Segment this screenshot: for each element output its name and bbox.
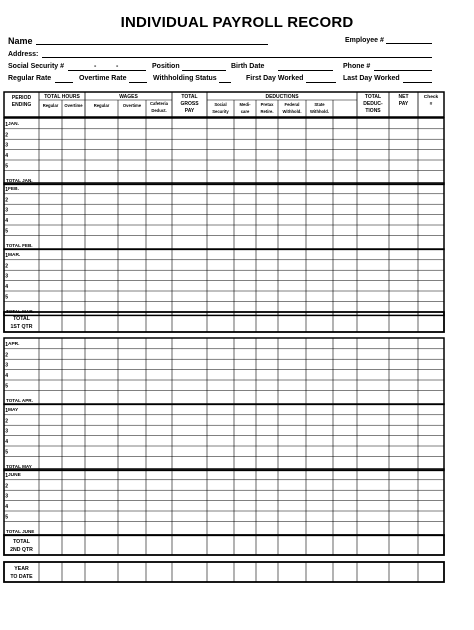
row-number: 3 (5, 142, 8, 149)
position-label: Position (152, 63, 180, 70)
header-deduc: DEDUC- (363, 101, 383, 107)
row-number: 2 (5, 132, 8, 139)
birth-date-label: Birth Date (231, 63, 265, 70)
name-label: Name (8, 36, 33, 46)
header-total-deductions: TOTAL (364, 94, 382, 100)
header-ending: ENDING (11, 102, 32, 108)
summary-line-2: 1ST QTR (10, 324, 33, 330)
month-total-label: TOTAL APR. (6, 398, 33, 404)
summary-line-2: 2ND QTR (10, 547, 33, 553)
summary-line-2: TO DATE (10, 574, 33, 580)
header-check-number: # (429, 102, 433, 107)
row-number: 5 (5, 514, 8, 521)
row-number: 5 (5, 449, 8, 456)
regular-rate-label: Regular Rate (8, 75, 52, 82)
header-deductions: DEDUCTIONS (265, 94, 299, 100)
header-state-withhold: Withhold. (309, 109, 330, 114)
header-regular-hours: Regular (42, 103, 59, 108)
header-overtime-wages: Overtime (122, 103, 142, 108)
row-number: 4 (5, 218, 8, 225)
employee-label: Employee # (345, 37, 384, 44)
summary-line-1: TOTAL (13, 316, 30, 322)
header-retire: Retire. (260, 109, 274, 114)
month-name: JAN. (8, 121, 19, 127)
header-cafeteria: Cafeteria (150, 101, 168, 106)
row-number: 2 (5, 263, 8, 270)
month-block-5 (4, 404, 444, 470)
ssn-sep-2: - (116, 63, 119, 70)
row-number: 5 (5, 228, 8, 235)
header-regular-wages: Regular (93, 103, 110, 108)
ssn-label: Social Security # (8, 63, 65, 70)
month-block-1 (4, 118, 444, 184)
row-number: 5 (5, 383, 8, 390)
header-state: State (314, 102, 325, 107)
row-number: 2 (5, 418, 8, 425)
form-title: INDIVIDUAL PAYROLL RECORD (120, 14, 354, 31)
header-tions: TIONS (365, 108, 381, 114)
header-overtime-hours: Overtime (64, 103, 83, 108)
header-care: care (240, 109, 250, 114)
row-number: 2 (5, 352, 8, 359)
header-medi: Medi- (239, 102, 251, 107)
header-pretax: Pretax (260, 102, 274, 107)
month-name: APR. (8, 341, 20, 347)
ssn-sep-1: - (94, 63, 97, 70)
month-name: MAR. (8, 252, 21, 258)
row-number: 3 (5, 207, 8, 214)
row-number: 1 (5, 341, 8, 348)
header-pay: PAY (184, 108, 195, 114)
month-block-3 (4, 249, 444, 315)
header-check: Check (423, 95, 439, 100)
row-number: 5 (5, 294, 8, 301)
address-label: Address: (8, 51, 39, 58)
row-number: 4 (5, 439, 8, 446)
last-day-label: Last Day Worked (343, 75, 400, 82)
month-block-4 (4, 338, 444, 404)
row-number: 1 (5, 252, 8, 259)
header-period: PERIOD (11, 95, 32, 101)
month-block-6 (4, 469, 444, 535)
header-total-gross: TOTAL (181, 94, 198, 100)
header-cafeteria-deduct: Deduct. (151, 108, 167, 113)
row-number: 1 (5, 186, 8, 193)
row-number: 3 (5, 362, 8, 369)
row-number: 2 (5, 483, 8, 490)
withholding-status-label: Withholding Status (153, 75, 217, 82)
row-number: 4 (5, 284, 8, 291)
row-number: 3 (5, 428, 8, 435)
header-federal: Federal (284, 102, 300, 107)
month-name: FEB. (8, 186, 19, 192)
header-federal-withhold: Withhold. (282, 109, 302, 114)
month-name: JUNE (8, 472, 21, 478)
header-security: Security (212, 109, 229, 114)
month-total-label: TOTAL JAN. (6, 178, 33, 184)
row-number: 4 (5, 373, 8, 380)
row-number: 3 (5, 273, 8, 280)
overtime-rate-label: Overtime Rate (79, 75, 127, 82)
header-net: NET (398, 94, 409, 100)
row-number: 2 (5, 197, 8, 204)
header-total-hours: TOTAL HOURS (44, 94, 80, 100)
summary-line-1: TOTAL (13, 539, 30, 545)
month-block-2 (4, 183, 444, 249)
summary-line-1: YEAR (14, 566, 29, 572)
row-number: 4 (5, 504, 8, 511)
month-name: MAY (8, 407, 19, 413)
first-day-label: First Day Worked (246, 75, 304, 82)
header-gross: GROSS (180, 101, 199, 107)
phone-label: Phone # (343, 63, 371, 70)
header-wages: WAGES (119, 94, 138, 100)
row-number: 3 (5, 493, 8, 500)
header-net-pay: PAY (398, 101, 409, 107)
month-total-label: TOTAL FEB. (6, 243, 33, 249)
month-total-label: TOTAL JUNE (6, 529, 35, 535)
row-number: 5 (5, 163, 8, 170)
summary-block-2 (4, 535, 444, 555)
row-number: 1 (5, 121, 8, 128)
header-social: Social (214, 102, 227, 107)
month-total-label: TOTAL MAY (6, 464, 32, 470)
summary-block-3 (4, 562, 444, 582)
row-number: 1 (5, 407, 8, 414)
row-number: 4 (5, 153, 8, 160)
month-total-label: TOTAL MAR. (6, 309, 34, 315)
row-number: 1 (5, 472, 8, 479)
